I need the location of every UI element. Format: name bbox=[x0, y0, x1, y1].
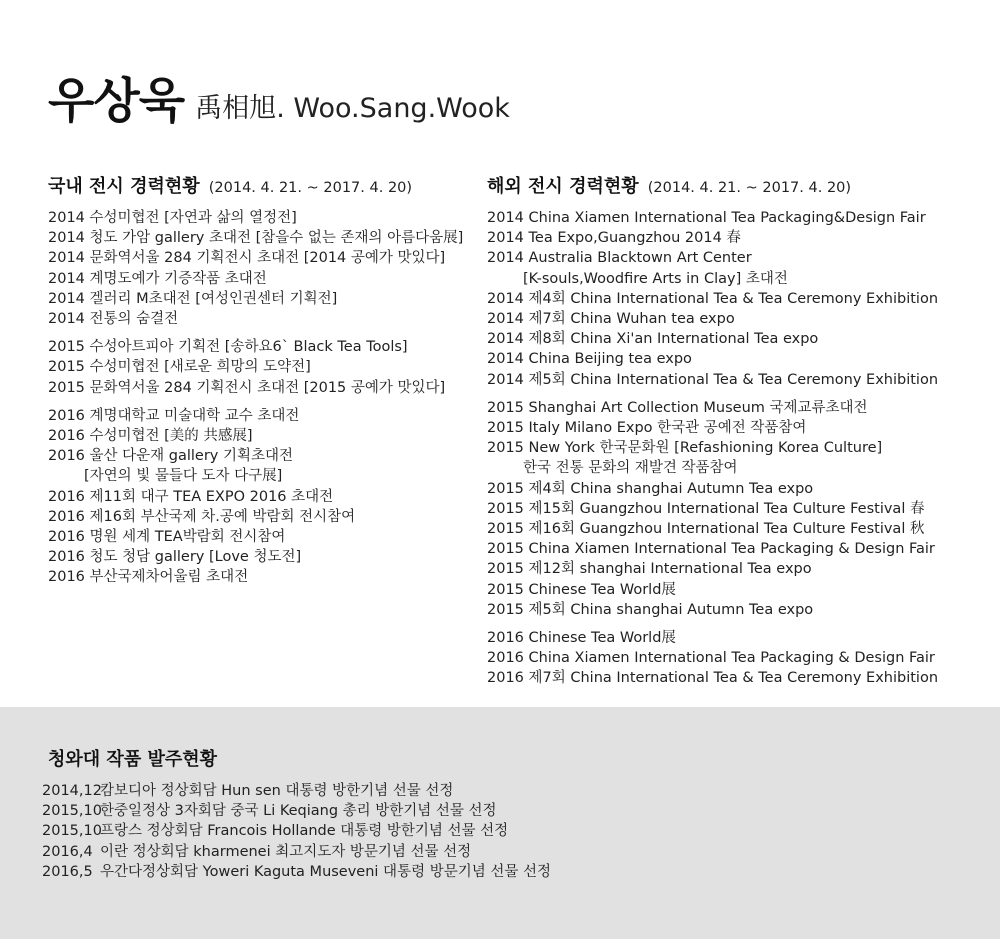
exhibition-entry: 2016 제7회 China International Tea & Tea Ceremony Exhibition bbox=[487, 670, 939, 687]
overseas-section-header bbox=[487, 172, 851, 198]
page-title bbox=[48, 62, 510, 131]
commission-date: 2016,4 bbox=[42, 843, 93, 860]
exhibition-entry: 2015 Shanghai Art Collection Museum 국제교류초대전 bbox=[487, 399, 868, 416]
exhibition-group bbox=[48, 337, 463, 398]
exhibition-entry: 2015 수성아트피아 기획전 [송하요6` Black Tea Tools] bbox=[48, 339, 408, 356]
exhibition-entry: 2016 China Xiamen International Tea Packaging & Design Fair bbox=[487, 650, 935, 667]
bluehouse-commission-list bbox=[42, 781, 551, 882]
commission-description: 캄보디아 정상회담 Hun sen 대통령 방한기념 선물 선정 bbox=[100, 783, 454, 799]
commission-entry bbox=[42, 821, 551, 841]
exhibition-entry: 2014 계명도예가 기증작품 초대전 bbox=[48, 270, 267, 287]
exhibition-entry: 2015 제5회 China shanghai Autumn Tea expo bbox=[487, 601, 814, 618]
exhibition-entry: 2014 수성미협전 [자연과 삶의 열정전] bbox=[48, 210, 297, 226]
overseas-exhibition-list bbox=[487, 208, 938, 697]
exhibition-entry: 2016 명원 세계 TEA박람회 전시참여 bbox=[48, 529, 286, 546]
exhibition-entry: 2014 청도 가암 gallery 초대전 [참을수 없는 존재의 아름다움展] bbox=[48, 230, 464, 247]
exhibition-entry: 2016 수성미협전 [美的 共感展] bbox=[48, 428, 253, 445]
commission-entry bbox=[42, 781, 551, 801]
exhibition-group bbox=[48, 406, 463, 588]
exhibition-entry: 2014 제7회 China Wuhan tea expo bbox=[487, 311, 735, 328]
exhibition-entry: 2014 Australia Blacktown Art Center bbox=[487, 250, 752, 267]
commission-entry bbox=[42, 801, 551, 821]
exhibition-group bbox=[487, 208, 938, 390]
overseas-date-range: (2014. 4. 21. ~ 2017. 4. 20) bbox=[647, 180, 852, 196]
commission-date: 2014,12 bbox=[42, 783, 102, 799]
exhibition-entry: 2014 제4회 China International Tea & Tea Ceremony Exhibition bbox=[487, 290, 939, 307]
exhibition-entry: 2015 제12회 shanghai International Tea expo bbox=[487, 561, 812, 578]
exhibition-entry: 2016 부산국제차어울림 초대전 bbox=[48, 569, 249, 586]
domestic-exhibition-list bbox=[48, 208, 463, 596]
exhibition-entry: 2016 계명대학교 미술대학 교수 초대전 bbox=[48, 407, 300, 424]
exhibition-group bbox=[48, 208, 463, 329]
commission-date: 2015,10 bbox=[42, 803, 102, 820]
exhibition-entry: 2015 China Xiamen International Tea Packaging & Design Fair bbox=[487, 541, 935, 558]
exhibition-entry: 2016 울산 다운재 gallery 기획초대전 bbox=[48, 448, 294, 465]
domestic-date-range: (2014. 4. 21. ~ 2017. 4. 20) bbox=[208, 180, 413, 196]
commission-description: 한중일정상 3자회담 중국 Li Keqiang 총리 방한기념 선물 선정 bbox=[100, 803, 497, 820]
commission-date: 2016,5 bbox=[42, 863, 93, 880]
artist-name-korean: 우상욱 bbox=[48, 73, 185, 129]
exhibition-entry: [K-souls,Woodfire Arts in Clay] 초대전 bbox=[523, 270, 788, 287]
exhibition-entry: 2015 제4회 China shanghai Autumn Tea expo bbox=[487, 480, 814, 497]
commission-date: 2015,10 bbox=[42, 823, 102, 840]
exhibition-group bbox=[487, 398, 938, 620]
exhibition-entry: 2016 청도 청담 gallery [Love 청도전] bbox=[48, 549, 302, 566]
domestic-heading: 국내 전시 경력현황 bbox=[48, 176, 200, 197]
exhibition-entry: 2014 제8회 China Xi'an International Tea expo bbox=[487, 331, 819, 348]
exhibition-entry: [자연의 빛 물들다 도자 다구展] bbox=[84, 468, 283, 485]
commission-entry bbox=[42, 842, 551, 862]
exhibition-group bbox=[487, 628, 938, 689]
exhibition-entry: 2014 제5회 China International Tea & Tea Ceremony Exhibition bbox=[487, 371, 939, 388]
exhibition-entry: 2016 제16회 부산국제 차.공예 박람회 전시참여 bbox=[48, 508, 356, 525]
exhibition-entry: 2014 겔러리 M초대전 [여성인권센터 기획전] bbox=[48, 290, 338, 307]
exhibition-entry: 2014 Tea Expo,Guangzhou 2014 春 bbox=[487, 230, 741, 247]
exhibition-entry: 2015 Chinese Tea World展 bbox=[487, 581, 676, 598]
exhibition-entry: 2015 New York 한국문화원 [Refashioning Korea Culture] bbox=[487, 440, 883, 457]
commission-description: 이란 정상회담 kharmenei 최고지도자 방문기념 선물 선정 bbox=[100, 843, 472, 860]
domestic-section-header bbox=[48, 172, 412, 198]
exhibition-entry: 2014 China Beijing tea expo bbox=[487, 351, 692, 368]
exhibition-entry: 2014 전통의 숨결전 bbox=[48, 311, 179, 328]
exhibition-entry: 2014 문화역서울 284 기획전시 초대전 [2014 공예가 맛있다] bbox=[48, 250, 446, 267]
exhibition-entry: 2015 수성미협전 [새로운 희망의 도약전] bbox=[48, 359, 311, 376]
artist-name-hanja-english: 禹相旭. Woo.Sang.Wook bbox=[195, 93, 510, 124]
exhibition-entry: 2014 China Xiamen International Tea Packaging&Design Fair bbox=[487, 210, 926, 226]
bluehouse-commission-panel bbox=[0, 707, 1000, 939]
exhibition-entry: 2015 Italy Milano Expo 한국관 공예전 작품참여 bbox=[487, 420, 807, 437]
commission-description: 프랑스 정상회담 Francois Hollande 대통령 방한기념 선물 선정 bbox=[100, 823, 509, 840]
commission-entry bbox=[42, 862, 551, 882]
exhibition-entry: 2015 제15회 Guangzhou International Tea Culture Festival 春 bbox=[487, 500, 925, 517]
commission-description: 우간다정상회담 Yoweri Kaguta Museveni 대통령 방문기념 선물 선정 bbox=[100, 863, 551, 880]
exhibition-entry: 2015 제16회 Guangzhou International Tea Culture Festival 秋 bbox=[487, 521, 925, 538]
exhibition-entry: 2016 제11회 대구 TEA EXPO 2016 초대전 bbox=[48, 488, 334, 505]
exhibition-entry: 2015 문화역서울 284 기획전시 초대전 [2015 공예가 맛있다] bbox=[48, 379, 446, 396]
overseas-heading: 해외 전시 경력현황 bbox=[487, 176, 639, 197]
bluehouse-heading: 청와대 작품 발주현황 bbox=[48, 749, 218, 770]
exhibition-entry: 2016 Chinese Tea World展 bbox=[487, 630, 676, 647]
exhibition-entry: 한국 전통 문화의 재발견 작품참여 bbox=[523, 460, 738, 477]
